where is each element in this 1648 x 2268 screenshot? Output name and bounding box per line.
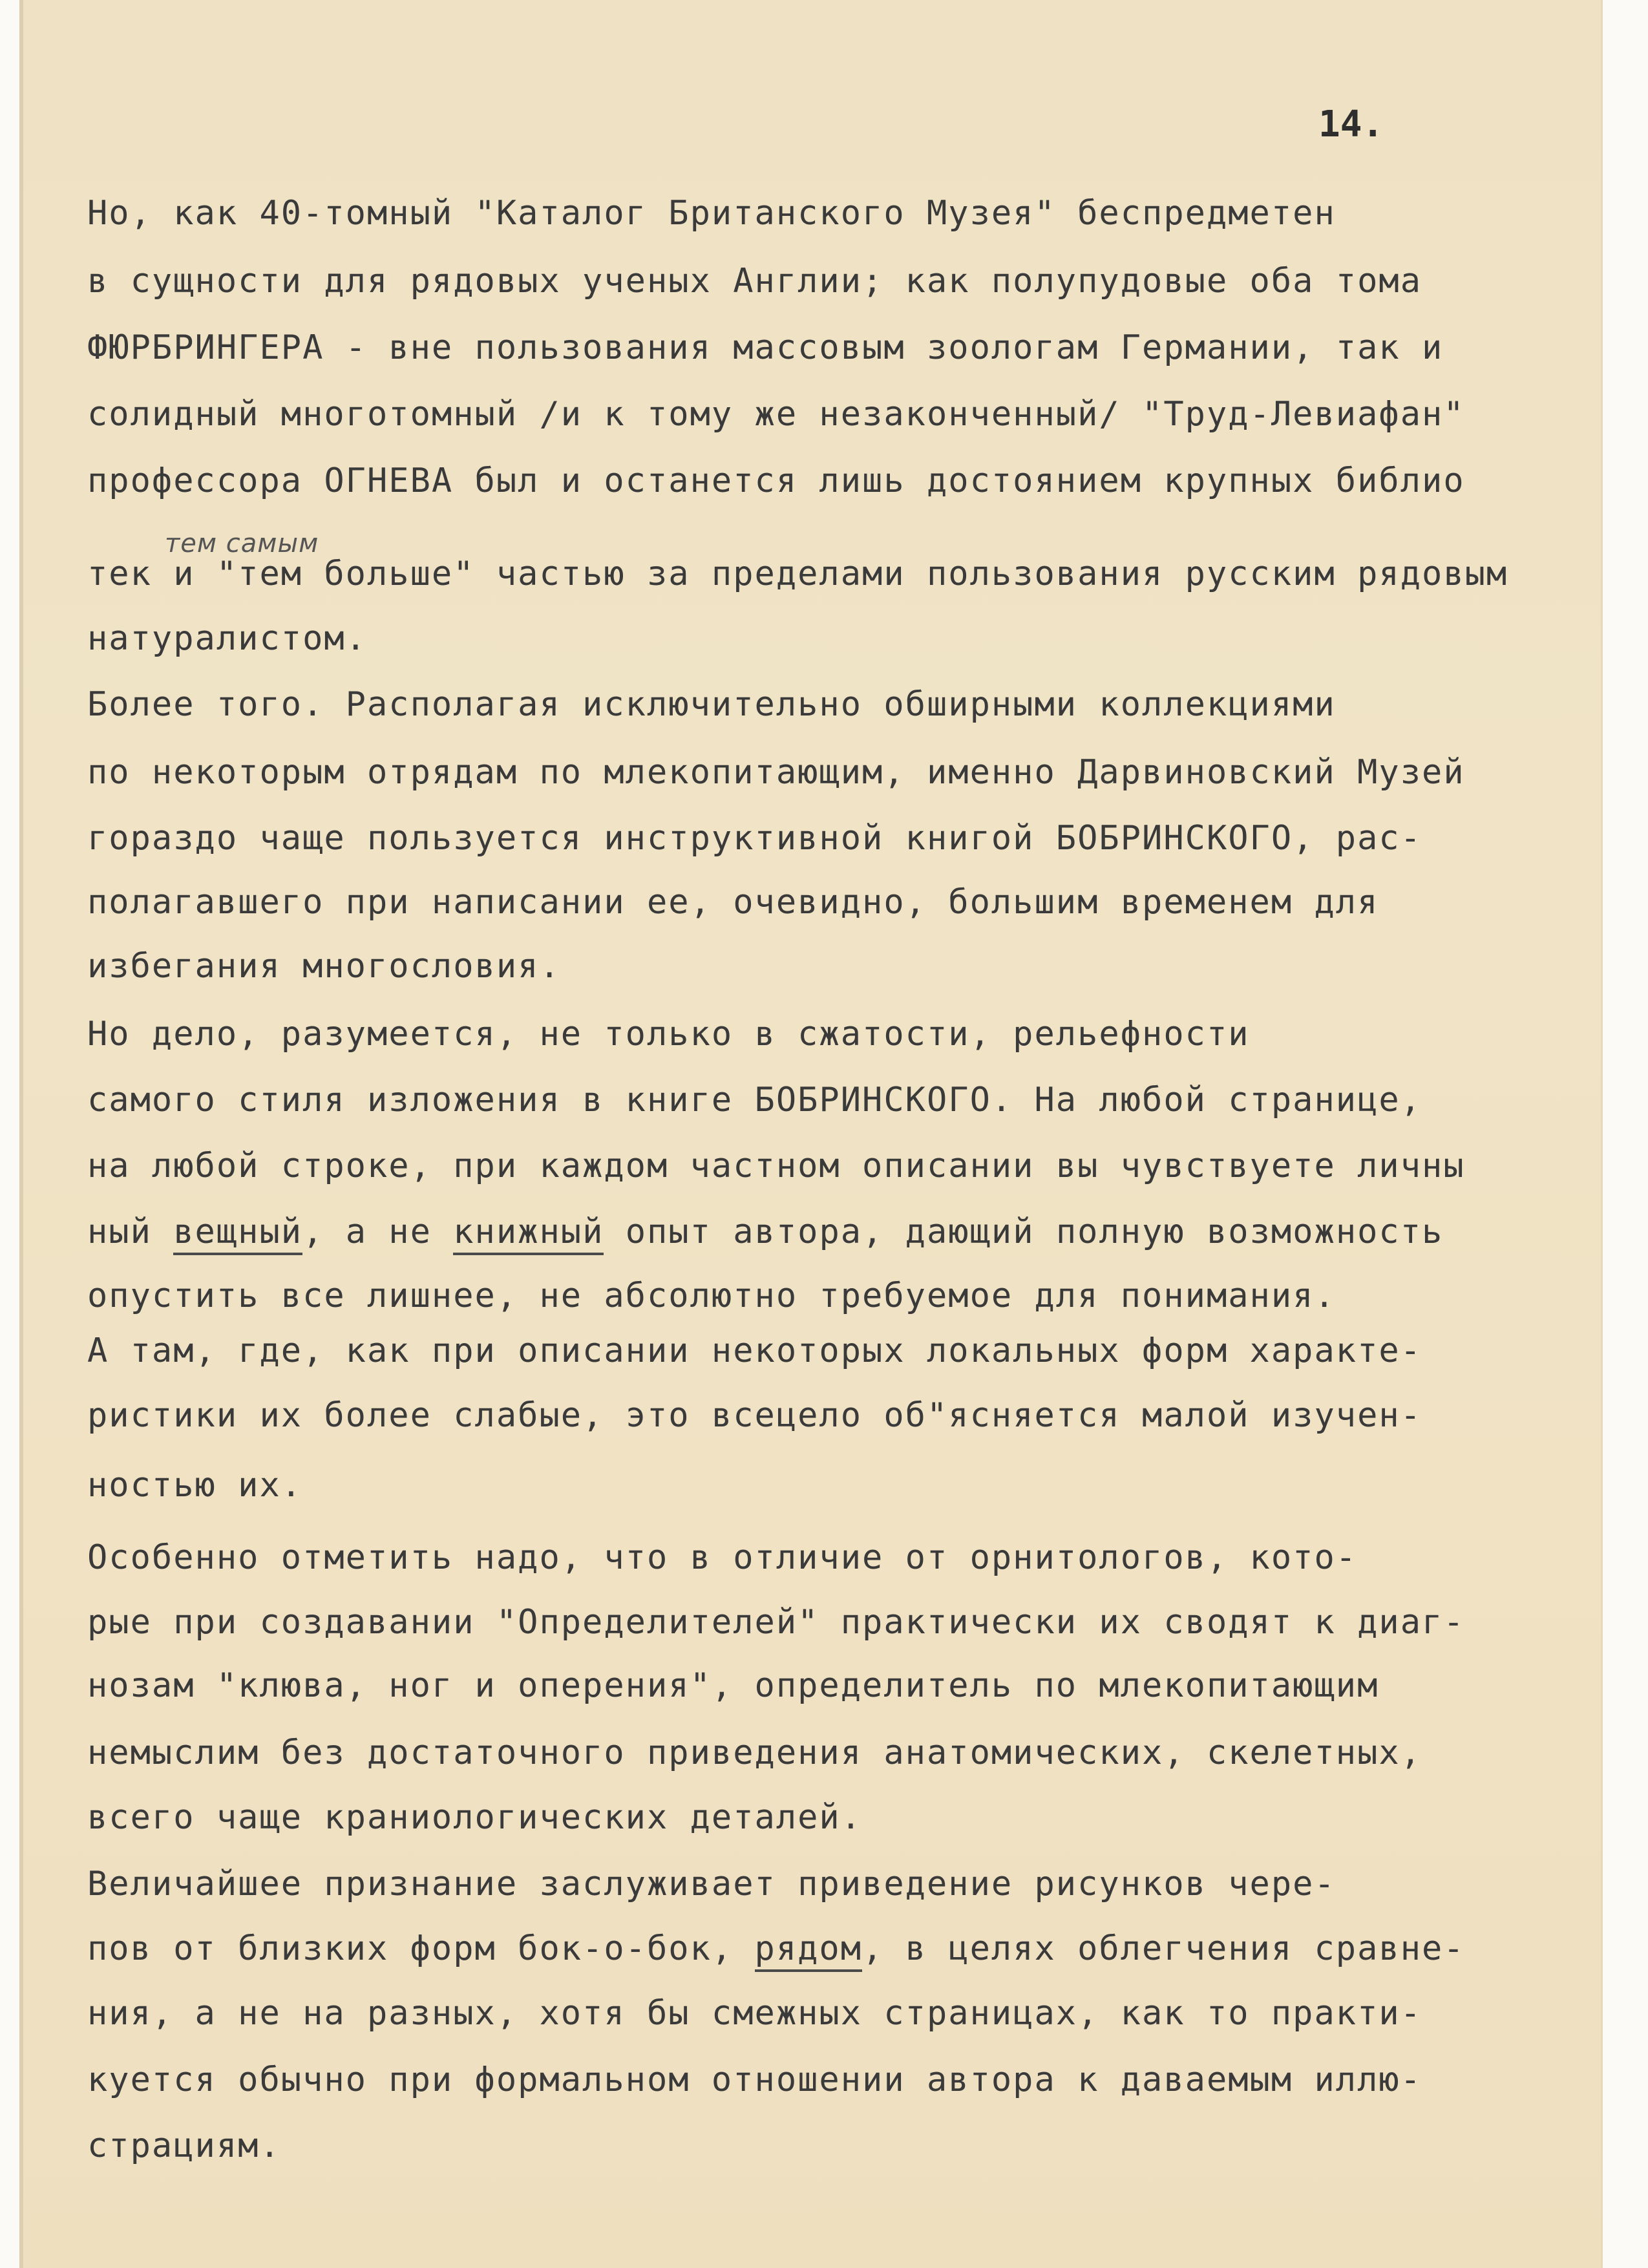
text-line: рые при создавании "Определителей" практически их сводят к диаг- [87,1603,1465,1642]
text-line: ния, а не на разных, хотя бы смежных страницах, как то практи- [87,1994,1422,2033]
text-line-with-underline [87,1929,1465,1968]
text-line: куется обычно при формальном отношении автора к даваемым иллю- [87,2061,1422,2099]
page-number: 14. [1318,103,1384,145]
underlined-word: рядом [755,1929,863,1972]
underlined-word: книжный [453,1213,604,1255]
text-fragment: , а не [302,1213,454,1251]
text-line: профессора ОГНЕВА был и останется лишь достоянием крупных библио [87,461,1465,500]
text-fragment: пов от близких форм бок-о-бок, [87,1929,755,1968]
text-line: солидный многотомный /и к тому же незаконченный/ "Труд-Левиафан" [87,395,1465,434]
underlined-word: вещный [173,1213,302,1255]
text-line: всего чаще краниологических деталей. [87,1798,863,1837]
text-fragment: , в целях облегчения сравне- [862,1929,1465,1968]
text-line: А там, где, как при описании некоторых локальных форм характе- [87,1331,1422,1370]
text-line: немыслим без достаточного приведения анатомических, скелетных, [87,1733,1422,1772]
text-line: Особенно отметить надо, что в отличие от орнитологов, кото- [87,1538,1358,1577]
text-line: Но дело, разумеется, не только в сжатости, рельефности [87,1015,1250,1054]
text-line: опустить все лишнее, не абсолютно требуемое для понимания. [87,1277,1336,1315]
text-line: самого стиля изложения в книге БОБРИНСКОГО. На любой странице, [87,1081,1422,1119]
text-fragment: опыт автора, дающий полную возможность [604,1213,1444,1251]
text-line: на любой строке, при каждом частном описании вы чувствуете личны [87,1147,1465,1185]
text-line: натуралистом. [87,619,367,658]
text-line: страциям. [87,2126,281,2165]
text-line: в сущности для рядовых ученых Англии; как полупудовые оба тома [87,262,1422,301]
text-line: тек и "тем больше" частью за пределами пользования русским рядовым [87,555,1508,593]
text-line-with-underlines [87,1213,1443,1251]
text-line: полагавшего при написании ее, очевидно, большим временем для [87,883,1379,922]
text-line: гораздо чаще пользуется инструктивной книгой БОБРИНСКОГО, рас- [87,819,1422,858]
text-line: ристики их более слабые, это всецело об"ясняется малой изучен- [87,1396,1422,1435]
text-line: Более того. Располагая исключительно обширными коллекциями [87,685,1336,724]
text-fragment: ный [87,1213,174,1251]
text-line: Величайшее признание заслуживает приведение рисунков чере- [87,1865,1336,1903]
text-line: Но, как 40-томный "Каталог Британского Музея" беспредметен [87,194,1336,233]
text-line: нозам "клюва, ног и оперения", определитель по млекопитающим [87,1666,1379,1705]
text-line: по некоторым отрядам по млекопитающим, именно Дарвиновский Музей [87,753,1465,792]
text-line: ностью их. [87,1466,303,1505]
text-line: избегания многословия. [87,947,561,986]
handwritten-insertion: тем самым [165,529,319,558]
text-line: ФЮРБРИНГЕРА - вне пользования массовым зоологам Германии, так и [87,328,1444,367]
